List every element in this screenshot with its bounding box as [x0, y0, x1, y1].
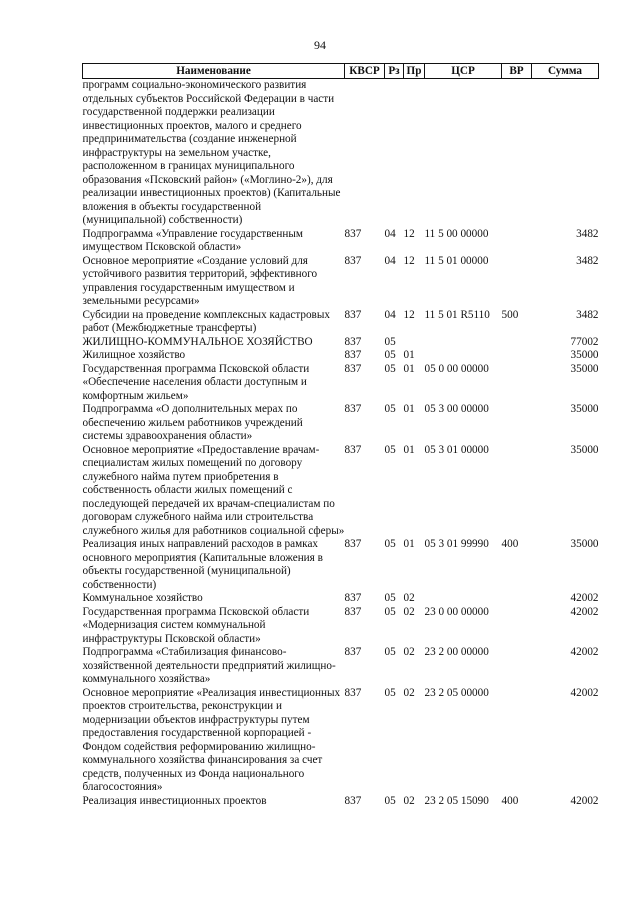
cell-sum: 77002 [570, 335, 599, 348]
cell-name: Основное мероприятие «Создание условий для устойчивого развития территорий, эффективного управления государственным имуществом и земельными ресурсами» [82, 254, 318, 307]
cell-vr [502, 687, 532, 795]
cell-vr [502, 349, 532, 363]
cell-sum: 3482 [576, 227, 599, 240]
cell-vr [502, 646, 532, 687]
cell-sum: 35000 [570, 538, 599, 550]
cell-name: Подпрограмма «О дополнительных мерах по обеспечению жильем работников учреждений системы здравоохранения области» [82, 403, 303, 442]
cell-name: Государственная программа Псковской области «Модернизация систем коммунальной инфраструктуры Псковской области» [82, 605, 310, 645]
cell-csr: 11 5 01 00000 [424, 254, 489, 267]
cell-pr: 02 [403, 646, 415, 658]
cell-csr: 05 3 01 00000 [424, 443, 489, 456]
cell-kvsr: 837 [344, 335, 362, 348]
cell-pr: 01 [403, 362, 415, 375]
cell-name: Реализация иных направлений расходов в рамках основного мероприятия (Капитальные вложения в объекты государственной (муниципальной) собственности) [82, 538, 323, 591]
cell-rz: 05 [384, 362, 396, 375]
table-row [83, 349, 599, 363]
cell-kvsr: 837 [344, 349, 362, 361]
cell-pr: 02 [403, 592, 415, 604]
cell-csr: 11 5 00 00000 [424, 227, 489, 240]
cell-csr: 11 5 01 R5110 [424, 308, 490, 321]
cell-kvsr: 837 [344, 308, 362, 321]
table-row [83, 336, 599, 350]
cell-kvsr: 837 [344, 538, 362, 550]
cell-csr: 05 0 00 00000 [424, 362, 489, 375]
cell-pr: 01 [403, 349, 415, 361]
cell-csr: 05 3 01 99990 [424, 538, 489, 550]
cell-rz: 05 [384, 335, 396, 348]
cell-sum: 35000 [570, 362, 599, 375]
cell-pr: 12 [403, 254, 415, 267]
cell-csr [425, 79, 502, 228]
table-row [83, 538, 599, 592]
cell-kvsr: 837 [344, 592, 362, 604]
cell-csr: 05 3 00 00000 [424, 403, 489, 415]
cell-csr [425, 336, 502, 350]
cell-rz: 04 [384, 308, 396, 321]
cell-sum: 35000 [570, 349, 599, 361]
cell-name: ЖИЛИЩНО-КОММУНАЛЬНОЕ ХОЗЯЙСТВО [82, 335, 313, 348]
cell-csr [425, 592, 502, 606]
cell-name: Подпрограмма «Управление государственным имуществом Псковской области» [82, 227, 303, 253]
header-sum: Сумма [532, 64, 599, 79]
cell-kvsr [345, 79, 385, 228]
cell-vr: 400 [501, 794, 519, 807]
cell-kvsr: 837 [344, 605, 362, 618]
cell-rz: 05 [384, 403, 396, 415]
cell-name: программ социально-экономического развития отдельных субъектов Российской Федерации в части государственной поддержки реализации инвестиционных проектов, малого и среднего предпринимательства (создание инженерной инфраструктуры на земельном участке, расположенном в границах муниципального образования «Псковский район» («Моглино-2»), для реализации инвестиционных проектов) (Капитальные вложения в объекты государственной (муниципальной) собственности) [82, 79, 341, 226]
cell-sum: 42002 [570, 686, 599, 699]
cell-pr: 02 [403, 605, 415, 618]
cell-vr [502, 606, 532, 647]
table-row [83, 363, 599, 404]
table-row [83, 444, 599, 539]
cell-sum: 3482 [576, 308, 599, 321]
cell-name: Жилищное хозяйство [82, 349, 186, 361]
cell-rz: 05 [384, 646, 396, 658]
cell-csr [425, 349, 502, 363]
header-rz: Рз [385, 64, 404, 79]
cell-rz: 05 [384, 443, 396, 456]
cell-name: Государственная программа Псковской области «Обеспечение населения области доступным и комфортным жильем» [82, 362, 310, 402]
cell-csr: 23 0 00 00000 [424, 605, 489, 618]
page-number: 94 [314, 38, 326, 52]
cell-name: Субсидии на проведение комплексных кадастровых работ (Межбюджетные трансферты) [82, 308, 330, 334]
cell-rz: 05 [384, 686, 396, 699]
header-vr: ВР [502, 64, 532, 79]
table-row [83, 687, 599, 795]
table-row [83, 795, 599, 809]
cell-kvsr: 837 [344, 646, 362, 658]
cell-pr [404, 336, 425, 350]
cell-csr: 23 2 00 00000 [424, 646, 489, 658]
cell-kvsr: 837 [344, 443, 362, 456]
cell-sum: 35000 [570, 403, 599, 415]
cell-pr: 02 [403, 686, 415, 699]
table-body [83, 79, 599, 809]
table-row [83, 592, 599, 606]
cell-kvsr: 837 [344, 254, 362, 267]
cell-rz: 05 [384, 592, 396, 604]
cell-sum: 42002 [570, 794, 599, 807]
cell-vr [502, 255, 532, 309]
cell-rz: 05 [384, 605, 396, 618]
cell-pr: 01 [403, 538, 415, 550]
cell-rz: 05 [384, 349, 396, 361]
cell-rz: 05 [384, 538, 396, 550]
cell-vr [502, 228, 532, 255]
table-row [83, 606, 599, 647]
header-csr: ЦСР [425, 64, 502, 79]
cell-name: Реализация инвестиционных проектов [82, 794, 267, 807]
cell-sum: 3482 [576, 254, 599, 267]
header-name: Наименование [83, 64, 345, 79]
cell-vr [502, 336, 532, 350]
header-pr: Пр [404, 64, 425, 79]
cell-pr: 12 [403, 227, 415, 240]
cell-rz: 04 [384, 254, 396, 267]
cell-sum [532, 79, 599, 228]
cell-name: Основное мероприятие «Предоставление врачам-специалистам жилых помещений по договору служебного найма путем приобретения в собственность области жилых помещений с последующей передачей их врачам-специалистам по договорам служебного найма или строительства служебного жилья для работников социальной сферы» [82, 443, 345, 537]
cell-pr [404, 79, 425, 228]
cell-csr: 23 2 05 00000 [424, 686, 489, 699]
cell-kvsr: 837 [344, 403, 362, 415]
budget-table [82, 63, 599, 808]
cell-sum: 42002 [570, 646, 599, 658]
cell-kvsr: 837 [344, 362, 362, 375]
cell-name: Подпрограмма «Стабилизация финансово-хозяйственной деятельности предприятий жилищно-коммунального хозяйства» [82, 646, 336, 685]
header-kvsr: КВСР [345, 64, 385, 79]
cell-rz [385, 79, 404, 228]
table-row [83, 228, 599, 255]
cell-rz: 04 [384, 227, 396, 240]
cell-vr [502, 592, 532, 606]
cell-kvsr: 837 [344, 227, 362, 240]
table-header [83, 64, 599, 79]
cell-pr: 02 [403, 794, 415, 807]
table-row [83, 255, 599, 309]
cell-vr: 500 [501, 308, 519, 321]
cell-vr [502, 79, 532, 228]
table-row [83, 646, 599, 687]
cell-name: Коммунальное хозяйство [82, 592, 203, 604]
cell-vr [502, 403, 532, 444]
cell-rz: 05 [384, 794, 396, 807]
table-row [83, 79, 599, 228]
cell-pr: 01 [403, 443, 415, 456]
table-row [83, 403, 599, 444]
cell-sum: 35000 [570, 443, 599, 456]
header-row [83, 64, 599, 79]
cell-sum: 42002 [570, 605, 599, 618]
cell-pr: 01 [403, 403, 415, 415]
cell-sum: 42002 [570, 592, 599, 604]
cell-vr [502, 444, 532, 539]
cell-vr [502, 363, 532, 404]
cell-kvsr: 837 [344, 686, 362, 699]
cell-csr: 23 2 05 15090 [424, 794, 489, 807]
cell-kvsr: 837 [344, 794, 362, 807]
cell-vr: 400 [501, 538, 519, 550]
table-row [83, 309, 599, 336]
cell-pr: 12 [403, 308, 415, 321]
cell-name: Основное мероприятие «Реализация инвестиционных проектов строительства, реконструкции и модернизации объектов инфраструктуры путем предоставления государственной корпорацией - Фондом содействия реформированию жилищно-коммунального хозяйства финансирования за счет средств, полученных из Фонда национального благосостояния» [82, 686, 341, 793]
